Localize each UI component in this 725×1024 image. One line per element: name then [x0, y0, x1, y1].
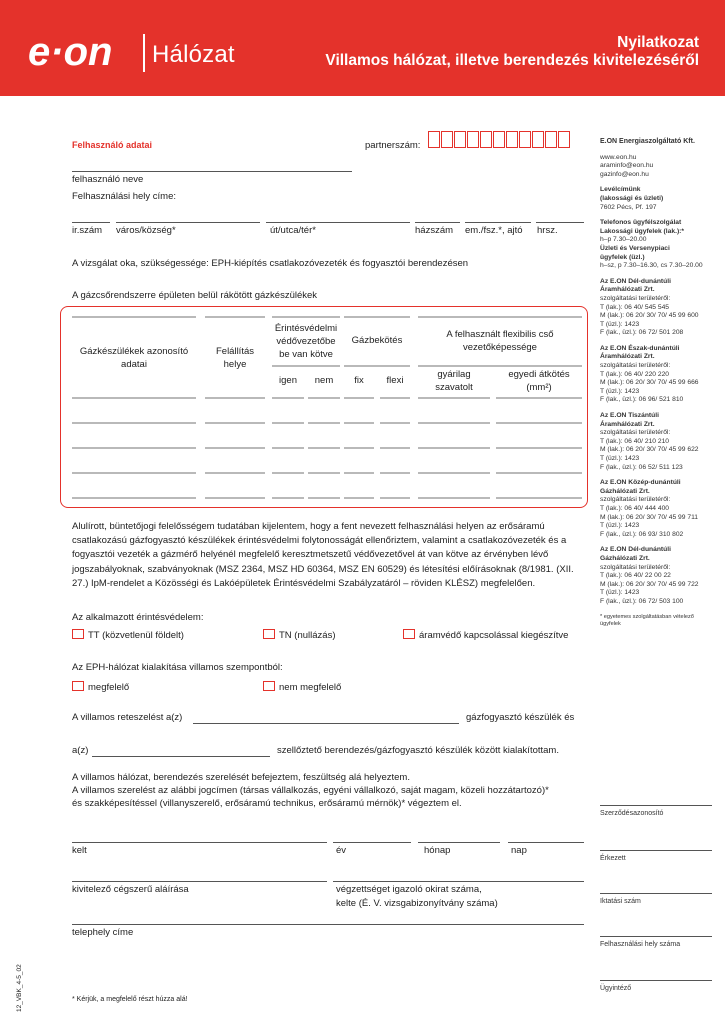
interlock-text-1b: gázfogyasztó készülék és	[466, 712, 575, 723]
operator-name-2: Áramhálózati Zrt.	[600, 420, 655, 428]
house-number-label: házszám	[415, 225, 454, 236]
operator-line: M (lak.): 06 20/ 30/ 70/ 45 99 722	[600, 580, 699, 588]
operator-name-2: Gázhálózati Zrt.	[600, 487, 650, 495]
th-flexi: flexi	[386, 375, 404, 386]
mail-sub: (lakossági és üzleti)	[600, 194, 664, 202]
document-title: Nyilatkozat	[617, 34, 699, 51]
day-label: nap	[511, 845, 527, 856]
operator-block	[600, 345, 712, 405]
operator-line: T (üzl.): 1423	[600, 522, 640, 530]
kelt-label: kelt	[72, 845, 87, 856]
street-label: út/utca/tér*	[270, 225, 316, 236]
brand-suffix: Hálózat	[152, 41, 235, 68]
year-label: év	[336, 845, 347, 856]
certificate-input-line[interactable]	[333, 881, 584, 882]
phone-title: Telefonos ügyfélszolgálat	[600, 219, 682, 227]
declaration-text: Alulírott, büntetőjogi felelősségem tudatában kijelentem, hogy a fent nevezett felhasználási helyen az erősáramú csatlakozású gázfogyasztó készülékek érintésvédelmi folytonosságát ellenőriztem, valamint a csatlakozóvezeték és a fogyasztói vezeték a gázmérő helyénél megfelelő keresztmetszetű védővezetővel át van kötve az érvényben lévő jogszabályoknak, szabványoknak (MSZ 2364, MSZ HD 60364, MSZ EN 60529) és létesítési előírásoknak (8/1981. (XII. 27.) IpM-rendelet a Közösségi és Lakóépületek Érintésvédelmi Szabályzatáról – röviden KLÉSZ) megfelelően.	[72, 521, 574, 589]
partner-number-boxes[interactable]	[428, 131, 571, 151]
received-input[interactable]	[600, 850, 712, 851]
svg-text:e·on: e·on	[28, 32, 113, 72]
th-no: nem	[314, 375, 334, 386]
operator-line: szolgáltatási területéről:	[600, 563, 671, 571]
option-tn-label: TN (nullázás)	[279, 630, 336, 641]
email-power[interactable]: araminfo@eon.hu	[600, 162, 654, 170]
floor-door-input-line[interactable]	[465, 222, 531, 223]
operator-line: M (lak.): 06 20/ 30/ 70/ 45 99 600	[600, 312, 699, 320]
form-code: 12_VBK_4-5_02	[16, 964, 23, 1012]
option-eph-not-ok-label: nem megfelelő	[279, 682, 342, 693]
kelt-input-line[interactable]	[72, 842, 327, 843]
th-protection: Érintésvédelmi védővezetőbe be van kötve	[274, 323, 338, 360]
sidebar-footnote: * egyetemes szolgáltatásban vételező	[600, 613, 694, 620]
certificate-label-1: végzettséget igazoló okirat száma,	[336, 884, 482, 895]
option-rcd[interactable]	[403, 629, 568, 641]
checkbox[interactable]	[263, 629, 275, 639]
filing-number-label: Iktatási szám	[600, 898, 641, 905]
th-device: Gázkészülékek azonosító adatai	[79, 346, 189, 370]
interlock-device-input[interactable]	[193, 723, 459, 724]
street-input-line[interactable]	[266, 222, 410, 223]
protection-label: Az alkalmazott érintésvédelem:	[72, 612, 204, 623]
site-label: telephely címe	[72, 927, 134, 938]
operator-line: szolgáltatási területéről:	[600, 429, 671, 437]
option-rcd-label: áramvédő kapcsolással kiegészítve	[419, 630, 569, 641]
operator-line: szolgáltatási területéről:	[600, 294, 671, 302]
checkbox[interactable]	[403, 629, 415, 639]
option-eph-not-ok[interactable]	[263, 681, 341, 693]
phone-business: Üzleti és Versenypiaci	[600, 244, 670, 252]
phone-hours-business: h–sz, p 7.30–16.30, cs 7.30–20.00	[600, 262, 703, 270]
operator-line: T (lak.): 06 40/ 444 400	[600, 504, 670, 512]
phone-hours-residential: h–p 7.30–20.00	[600, 236, 647, 244]
operator-line: F (lak., üzl.): 06 72/ 503 100	[600, 597, 684, 605]
certificate-label-2: kelte (É. V. vizsgabizonyítvány száma)	[336, 898, 498, 909]
option-tn[interactable]	[263, 629, 336, 641]
site-number-label: Felhasználási hely száma	[600, 941, 681, 948]
operator-name-2: Áramhálózati Zrt.	[600, 353, 655, 361]
signature-input-line[interactable]	[72, 881, 327, 882]
filing-number-input[interactable]	[600, 893, 712, 894]
operator-line: szolgáltatási területéről:	[600, 496, 671, 504]
inspection-reason: A vizsgálat oka, szükségessége: EPH-kiépítés csatlakozóvezeték és fogyasztói berendezésen	[72, 258, 469, 269]
operator-line: T (üzl.): 1423	[600, 455, 640, 462]
operator-line: M (lak.): 06 20/ 30/ 70/ 45 99 622	[600, 446, 699, 454]
site-input-line[interactable]	[72, 924, 584, 925]
operator-line: T (lak.): 06 40/ 545 545	[600, 303, 670, 311]
year-input-line[interactable]	[333, 842, 411, 843]
web-link[interactable]: www.eon.hu	[600, 153, 637, 161]
operator-line: F (lak., üzl.): 06 96/ 521 810	[600, 396, 684, 404]
option-tt-label: TT (közvetlenül földelt)	[88, 630, 184, 641]
operator-name: Az E.ON Dél-dunántúli	[600, 546, 671, 554]
operator-line: M (lak.): 06 20/ 30/ 70/ 45 99 711	[600, 513, 699, 521]
th-own: egyedi átkötés (mm²)	[508, 369, 570, 393]
contract-id-input[interactable]	[600, 805, 712, 806]
operator-line: T (lak.): 06 40/ 210 210	[600, 437, 670, 445]
name-input-line[interactable]	[72, 171, 352, 172]
floor-door-label: em./fsz.*, ajtó	[465, 225, 523, 236]
contract-id-label: Szerződésazonosító	[600, 810, 664, 817]
eph-label: Az EPH-hálózat kialakítása villamos szempontból:	[72, 662, 283, 673]
mail-address: 7602 Pécs, Pf. 197	[600, 203, 657, 211]
checkbox[interactable]	[263, 681, 275, 691]
operator-name: Az E.ON Dél-dunántúli	[600, 277, 671, 285]
operator-line: T (lak.): 06 40/ 220 220	[600, 370, 670, 378]
operator-block	[600, 278, 712, 338]
th-gas-connection: Gázbekötés	[351, 335, 403, 346]
month-label: hónap	[424, 845, 451, 856]
operator-line: T (üzl.): 1423	[600, 320, 640, 328]
interlock-text-2a: a(z)	[72, 745, 89, 756]
operator-name: Az E.ON Tiszántúli	[600, 412, 659, 420]
operator-block	[600, 412, 712, 472]
company-sidebar	[600, 138, 712, 635]
received-label: Érkezett	[600, 855, 626, 862]
footnote: * Kérjük, a megfelelő részt húzza alá!	[72, 996, 188, 1003]
document-subtitle: Villamos hálózat, illetve berendezés kivitelezéséről	[325, 52, 699, 69]
operator-name-2: Gázhálózati Zrt.	[600, 554, 650, 562]
operator-line: F (lak., üzl.): 06 93/ 310 802	[600, 530, 684, 538]
phone-business-2: ügyfelek (üzl.)	[600, 253, 645, 261]
section-title-user: Felhasználó adatai	[72, 140, 153, 150]
site-address-label: Felhasználási hely címe:	[72, 191, 177, 202]
operator-line: M (lak.): 06 20/ 30/ 70/ 45 99 666	[600, 379, 699, 387]
house-number-input-line[interactable]	[415, 222, 460, 223]
company-name: E.ON Energiaszolgáltató Kft.	[600, 138, 695, 145]
city-input-line[interactable]	[116, 222, 260, 223]
case-officer-input[interactable]	[600, 980, 712, 981]
operator-name: Az E.ON Észak-dunántúli	[600, 344, 680, 352]
completion-line-2: A villamos szerelést az alábbi jogcímen (társas vállalkozás, egyéni vállalkozó, saját magam, közeli hozzátartozó)*	[72, 785, 549, 796]
lot-number-label: hrsz.	[537, 225, 558, 236]
signature-label: kivitelező cégszerű aláírása	[72, 884, 189, 895]
operator-name-2: Áramhálózati Zrt.	[600, 286, 655, 294]
operator-line: szolgáltatási területéről:	[600, 362, 671, 370]
zip-input-line[interactable]	[72, 222, 110, 223]
eon-logo	[28, 32, 136, 72]
option-eph-ok[interactable]	[72, 681, 129, 693]
interlock-ventilation-input[interactable]	[92, 756, 270, 757]
th-yes: igen	[279, 375, 297, 386]
site-number-input[interactable]	[600, 936, 712, 937]
partner-label: partnerszám:	[365, 140, 421, 151]
operator-line: F (lak., üzl.): 06 72/ 501 208	[600, 329, 684, 337]
lot-number-input-line[interactable]	[536, 222, 584, 223]
zip-label: ir.szám	[72, 225, 103, 236]
checkbox[interactable]	[72, 629, 84, 639]
option-tt[interactable]	[72, 629, 184, 641]
th-location: Felállítás helye	[215, 346, 254, 370]
day-input-line[interactable]	[508, 842, 584, 843]
sidebar-footnote-2: ügyfelek	[600, 620, 621, 627]
operator-block	[600, 546, 712, 606]
email-gas[interactable]: gazinfo@eon.hu	[600, 170, 649, 178]
operator-block	[600, 479, 712, 539]
mail-title: Levélcímünk	[600, 186, 641, 194]
operator-line: T (üzl.): 1423	[600, 589, 640, 597]
th-factory: gyárilag szavatolt	[435, 369, 473, 393]
interlock-text-2b: szellőztető berendezés/gázfogyasztó készülék között kialakítottam.	[277, 745, 559, 756]
operator-name: Az E.ON Közép-dunántúli	[600, 479, 681, 487]
city-label: város/község*	[116, 225, 176, 236]
th-hose: A felhasznált flexibilis cső vezetőképessége	[446, 329, 554, 353]
devices-title: A gázcsőrendszerre épületen belül rákötött gázkészülékek	[72, 290, 318, 301]
name-label: felhasználó neve	[72, 174, 144, 185]
operator-line: T (lak.): 06 40/ 22 00 22	[600, 572, 671, 580]
th-fix: fix	[354, 375, 364, 386]
month-input-line[interactable]	[418, 842, 500, 843]
operator-line: F (lak., üzl.): 06 52/ 511 123	[600, 463, 683, 471]
completion-line-3: és szakképesítéssel (villanyszerelő, erősáramú technikus, erősáramú mérnök)* végeztem el.	[72, 798, 462, 809]
phone-residential: Lakossági ügyfelek (lak.):*	[600, 227, 684, 235]
logo-separator	[143, 34, 145, 72]
operator-line: T (üzl.): 1423	[600, 387, 640, 395]
interlock-text-1a: A villamos reteszelést a(z)	[72, 712, 183, 723]
case-officer-label: Ügyintéző	[600, 985, 632, 992]
completion-line-1: A villamos hálózat, berendezés szerelését befejeztem, feszültség alá helyeztem.	[72, 772, 410, 783]
checkbox[interactable]	[72, 681, 84, 691]
option-eph-ok-label: megfelelő	[88, 682, 130, 693]
